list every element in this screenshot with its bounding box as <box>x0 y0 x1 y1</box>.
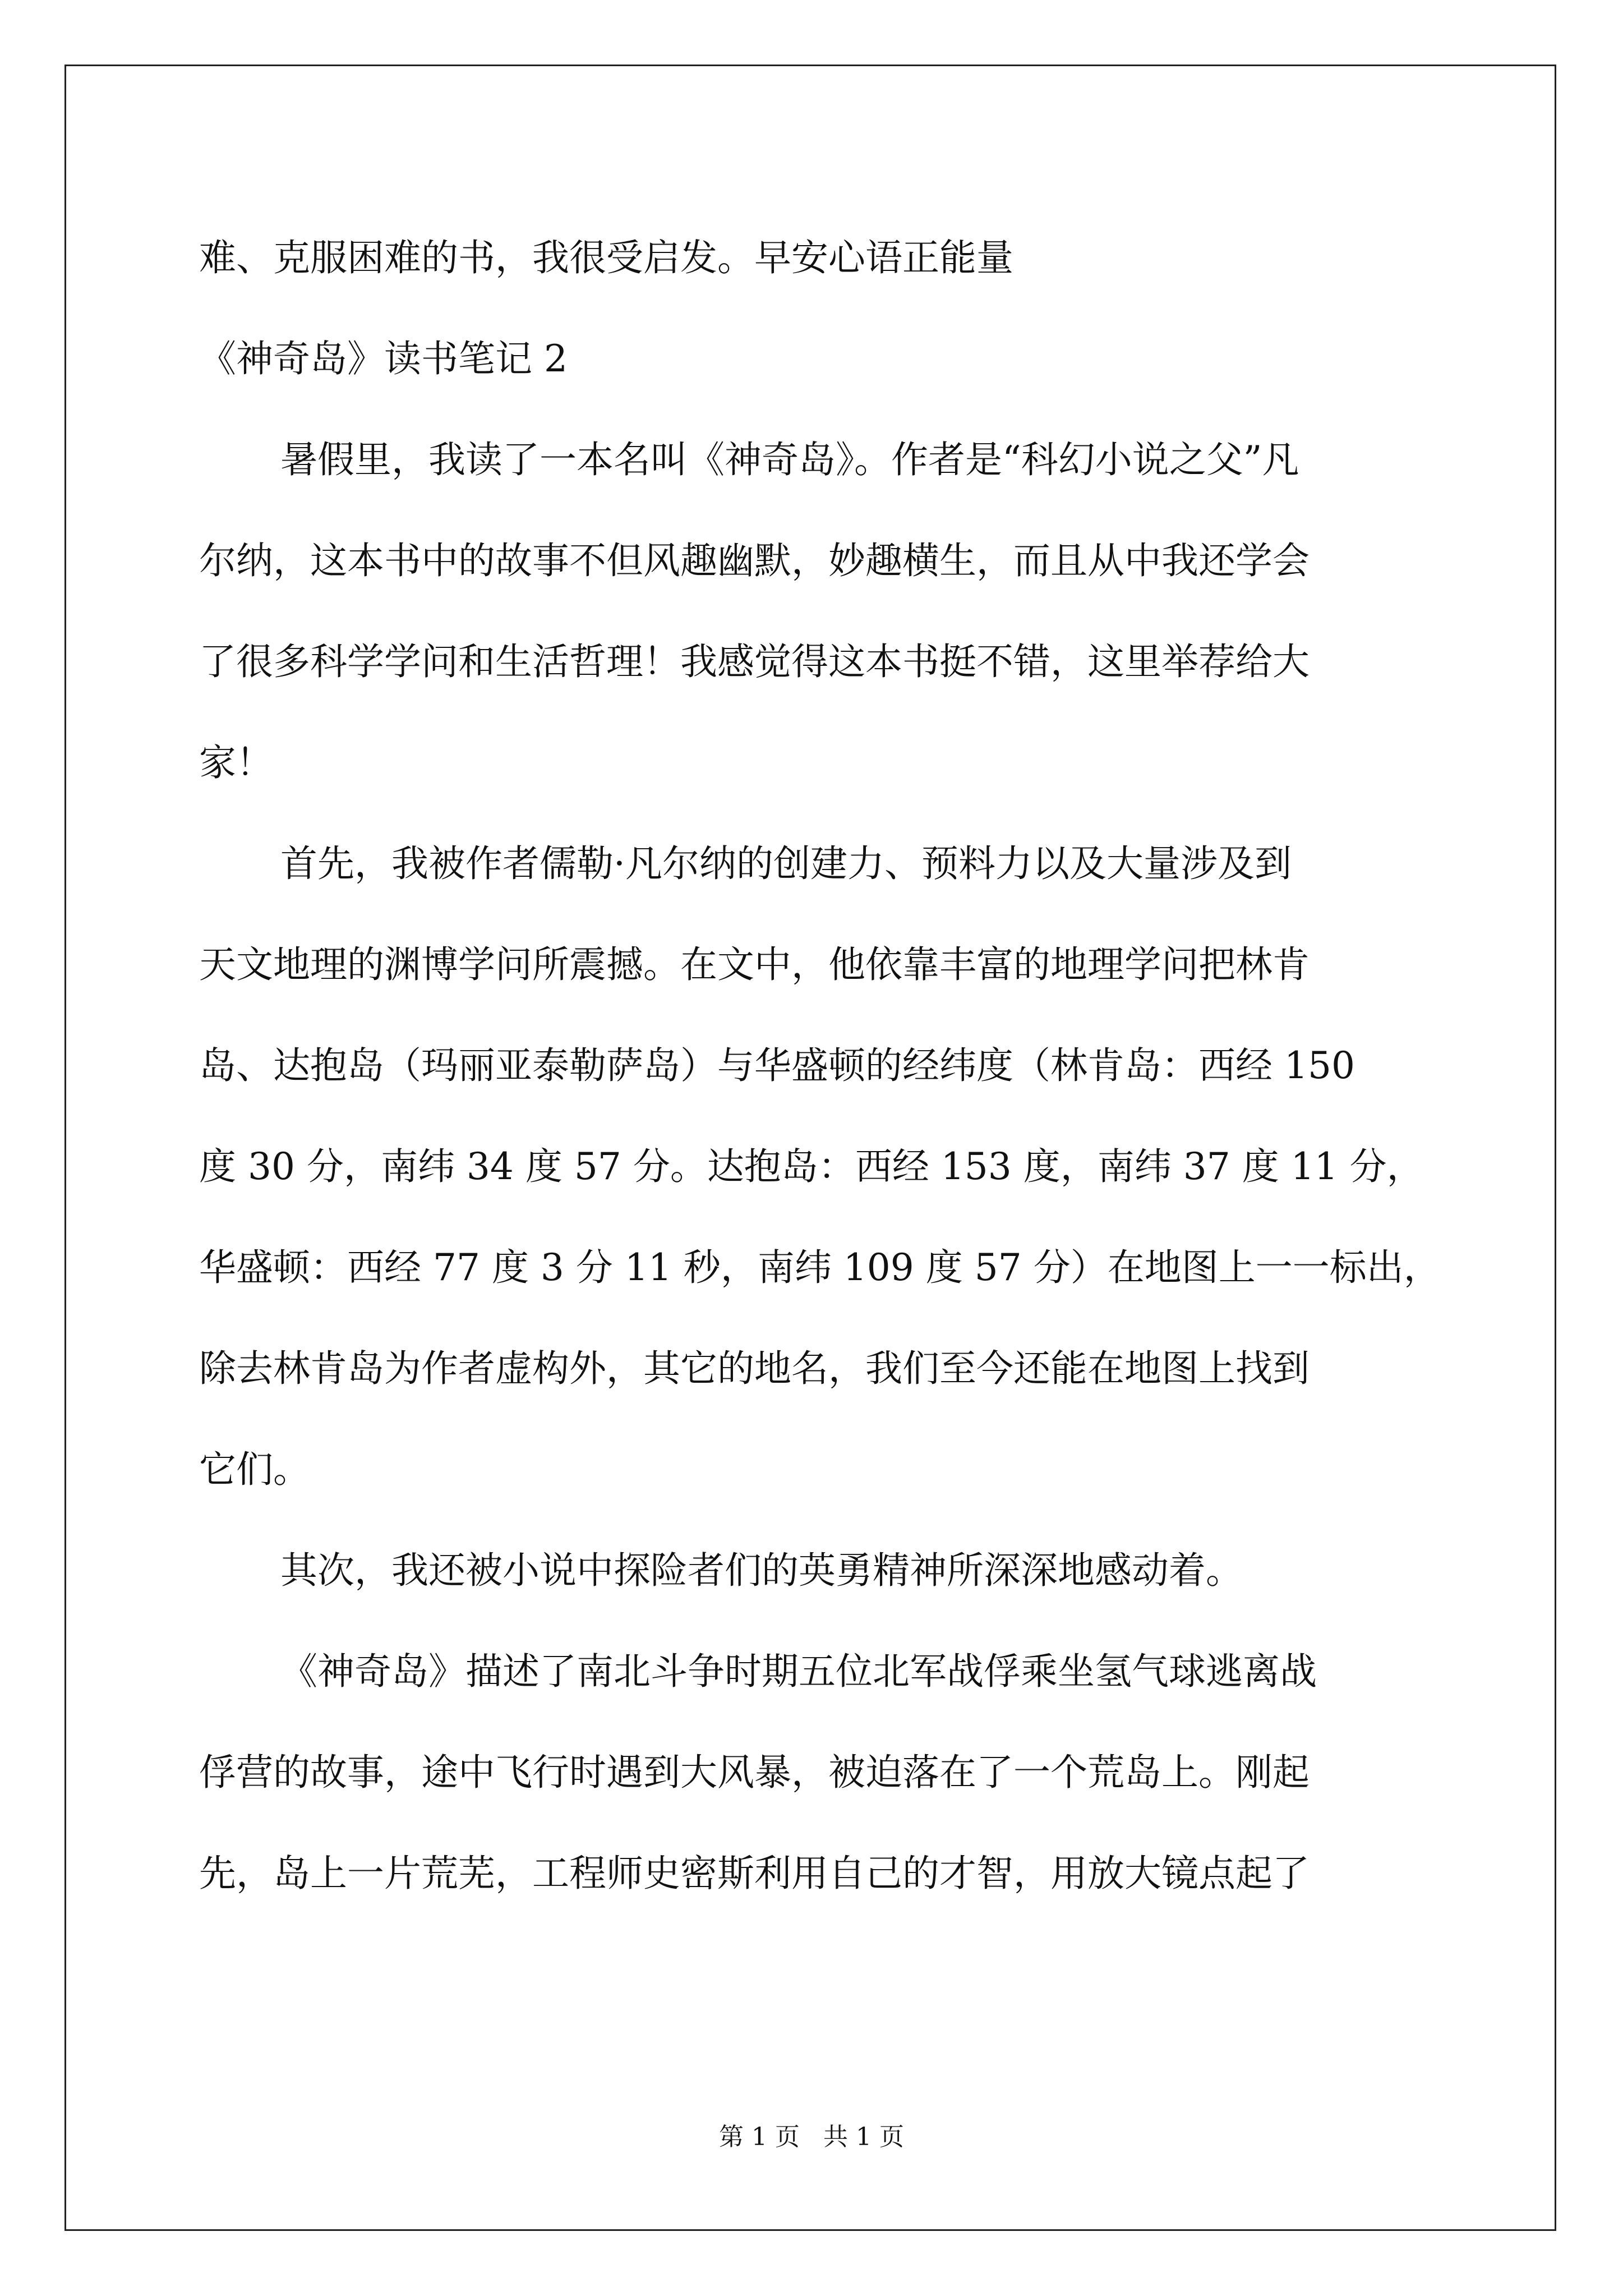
page-number: 第 1 页 <box>719 2123 800 2151</box>
text-line: 家！ <box>199 741 273 784</box>
text-line: 了很多科学学问和生活哲理！我感觉得这本书挺不错，这里举荐给大 <box>199 640 1310 683</box>
text-line: 《神奇岛》描述了南北斗争时期五位北军战俘乘坐氢气球逃离战 <box>280 1650 1317 1693</box>
text-line: 俘营的故事，途中飞行时遇到大风暴，被迫落在了一个荒岛上。刚起 <box>199 1751 1310 1794</box>
text-line: 度 30 分，南纬 34 度 57 分。达抱岛：西经 153 度，南纬 37 度 11 分， <box>199 1145 1424 1188</box>
text-line: 天文地理的渊博学问所震撼。在文中，他依靠丰富的地理学问把林肯 <box>199 943 1310 986</box>
text-line: 尔纳，这本书中的故事不但风趣幽默，妙趣横生，而且从中我还学会 <box>199 539 1310 582</box>
page-total: 共 1 页 <box>823 2123 904 2151</box>
text-line: 岛、达抱岛（玛丽亚泰勒萨岛）与华盛顿的经纬度（林肯岛：西经 150 <box>199 1044 1355 1087</box>
section-heading: 《神奇岛》读书笔记 2 <box>199 337 568 380</box>
text-line: 除去林肯岛为作者虚构外，其它的地名，我们至今还能在地图上找到 <box>199 1347 1310 1390</box>
document-body <box>199 208 1461 1924</box>
text-line: 其次，我还被小说中探险者们的英勇精神所深深地感动着。 <box>280 1549 1243 1592</box>
text-line: 难、克服困难的书，我很受启发。早安心语正能量 <box>199 236 1013 279</box>
text-line: 先，岛上一片荒芜，工程师史密斯利用自己的才智，用放大镜点起了 <box>199 1852 1310 1895</box>
text-line: 暑假里，我读了一本名叫《神奇岛》。作者是“科幻小说之父”凡 <box>280 438 1299 481</box>
text-line: 它们。 <box>199 1448 310 1491</box>
page-footer <box>0 2120 1623 2154</box>
text-line: 华盛顿：西经 77 度 3 分 11 秒，南纬 109 度 57 分）在地图上一一标出， <box>199 1246 1441 1289</box>
text-line: 首先，我被作者儒勒·凡尔纳的创建力、预料力以及大量涉及到 <box>280 842 1292 885</box>
